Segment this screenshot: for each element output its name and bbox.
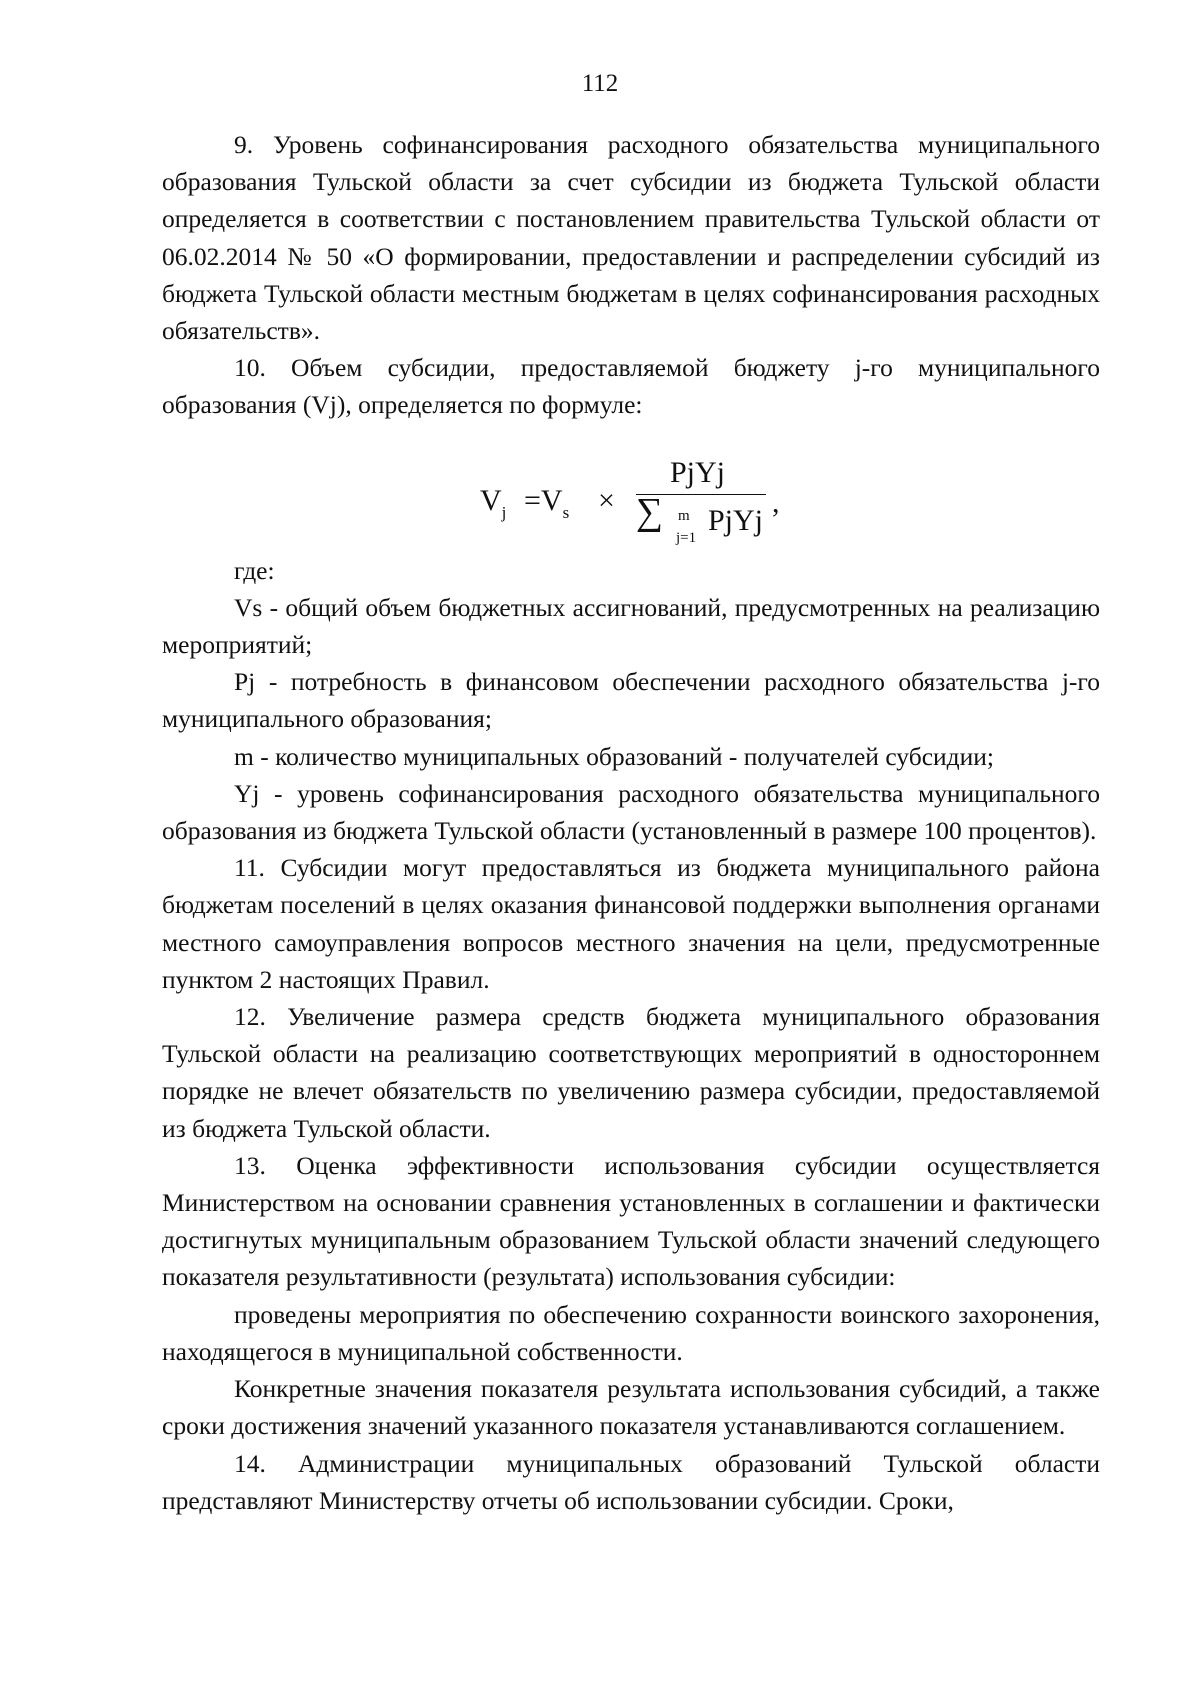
formula-equals-vs: $=V_s$ — [524, 483, 570, 522]
paragraph-10: 10. Объем субсидии, предоставляемой бюджету j-го муниципального образования (Vj), определяется по формуле: — [162, 353, 1100, 420]
page-number: 112 — [581, 70, 619, 97]
paragraph-13: 13. Оценка эффективности использования субсидии осуществляется Министерством на основании сравнения установленных в соглашении и фактически достигнутых муниципальным образованием Тульской области значений следующего показателя результативности (результата) использования субсидии: — [162, 1150, 1100, 1292]
paragraph-9: 9. Уровень софинансирования расходного обязательства муниципального образования Тульской области за счет субсидии из бюджета Тульской области определяется в соответствии с постановлением правительства Тульской области от 06.02.2014 № 50 «О формировании, предоставлении и распределении субсидий из бюджета Тульской области местным бюджетам в целях софинансирования расходных обязательств». — [162, 130, 1100, 346]
paragraph-14: 14. Администрации муниципальных образований Тульской области представляют Министерству отчеты об использовании субсидии. Сроки, — [162, 1448, 1100, 1515]
formula-block — [162, 424, 1100, 552]
formula-sum-sign: ∑ — [636, 490, 664, 533]
definition-yj: Yj - уровень софинансирования расходного обязательства муниципального образования из бюджета Тульской области (установленный в размере 100 процентов). — [162, 778, 1100, 846]
paragraph-11: 11. Субсидии могут предоставляться из бюджета муниципального района бюджетам поселений в целях оказания финансовой поддержки выполнения органами местного самоуправления вопросов местного значения на цели, предусмотренные пунктом 2 настоящих Правил. — [162, 853, 1100, 994]
formula-denominator: PjYj — [708, 503, 764, 537]
formula-times-sign: × — [598, 483, 615, 517]
formula-sum-lower-limit: j=1 — [676, 529, 697, 546]
specific-values-text: Конкретные значения показателя результата использования субсидий, а также сроки достижения значений указанного показателя устанавливаются соглашением. — [162, 1374, 1100, 1441]
definition-pj: Pj - потребность в финансовом обеспечении расходного обязательства j-го муниципального образования; — [162, 667, 1100, 734]
definition-vs: Vs - общий объем бюджетных ассигнований, предусмотренных на реализацию мероприятий; — [162, 592, 1100, 660]
formula-lhs: $V_j$ — [480, 483, 507, 522]
formula-numerator: PjYj — [670, 455, 726, 489]
where-label: где: — [234, 555, 275, 585]
definition-m: m - количество муниципальных образований - получателей субсидии; — [234, 741, 995, 771]
indicator-text: проведены мероприятия по обеспечению сохранности воинского захоронения, находящегося в муниципальной собственности. — [162, 1299, 1100, 1366]
document-body — [162, 126, 1100, 1519]
formula-comma: , — [772, 485, 780, 519]
paragraph-12: 12. Увеличение размера средств бюджета муниципального образования Тульской области на реализацию соответствующих мероприятий в одностороннем порядке не влечет обязательств по увеличению размера субсидии, предоставляемой из бюджета Тульской области. — [162, 1002, 1100, 1143]
formula-sum-upper-limit: m — [678, 507, 690, 524]
